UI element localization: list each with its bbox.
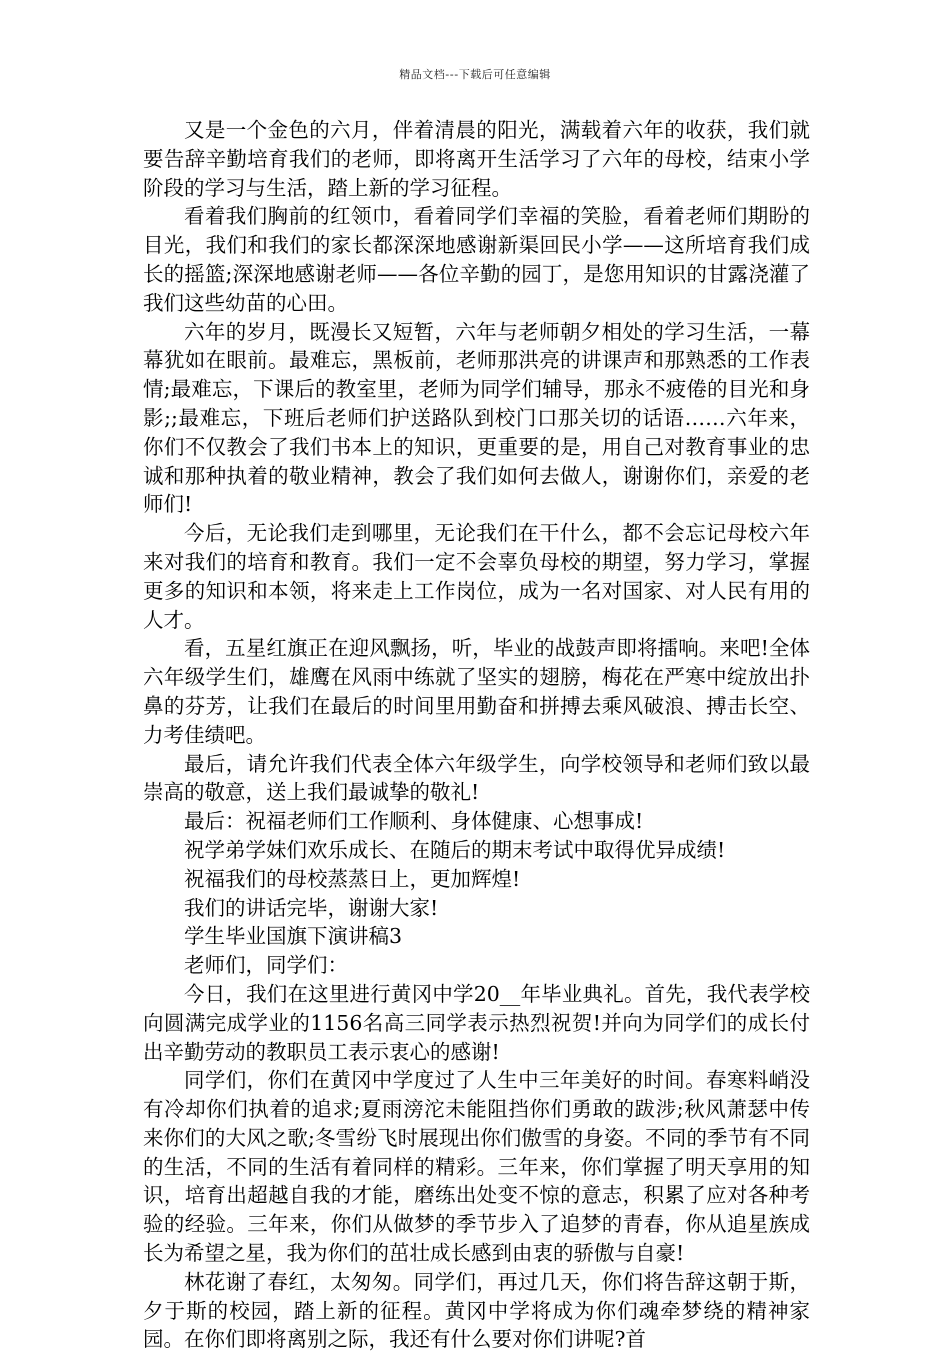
paragraph: 又是一个金色的六月，伴着清晨的阳光，满载着六年的收获，我们就要告辞辛勤培育我们的老师，即将离开生活学习了六年的母校，结束小学阶段的学习与生活，踏上新的学习征程。 <box>143 118 810 200</box>
paragraph: 祝学弟学妹们欢乐成长、在随后的期末考试中取得优异成绩! <box>184 837 726 862</box>
paragraph: 六年的岁月，既漫长又短暂，六年与老师朝夕相处的学习生活，一幕幕犹如在眼前。最难忘，黑板前，老师那洪亮的讲课声和那熟悉的工作表情;最难忘，下课后的教室里，老师为同学们辅导，那永不疲倦的目光和身影;;最难忘，下班后老师们护送路队到校门口那关切的话语……六年来，你们不仅教会了我们书本上的知识，更重要的是，用自己对教育事业的忠诚和那种执着的敬业精神，教会了我们如何去做人，谢谢你们，亲爱的老师们! <box>143 319 810 517</box>
salutation: 老师们，同学们： <box>184 953 348 978</box>
paragraph: 最后：祝福老师们工作顺利、身体健康、心想事成! <box>184 809 644 834</box>
paragraph: 今后，无论我们走到哪里，无论我们在干什么，都不会忘记母校六年来对我们的培育和教育。我们一定不会辜负母校的期望，努力学习，掌握更多的知识和本领，将来走上工作岗位，成为一名对国家、对人民有用的人才。 <box>143 521 810 632</box>
paragraph: 林花谢了春红，太匆匆。同学们，再过几天，你们将告辞这朝于斯，夕于斯的校园，踏上新的征程。黄冈中学将成为你们魂牵梦绕的精神家园。在你们即将离别之际，我还有什么要对你们讲呢?首 <box>143 1269 810 1352</box>
page-header: 精品文档---下载后可任意编辑 <box>399 68 551 81</box>
paragraph: 看，五星红旗正在迎风飘扬，听，毕业的战鼓声即将擂响。来吧!全体六年级学生们，雄鹰在风雨中练就了坚实的翅膀，梅花在严寒中绽放出扑鼻的芬芳，让我们在最后的时间里用勤奋和拼搏去乘风破浪、搏击长空、力考佳绩吧。 <box>143 636 810 747</box>
document-body <box>143 116 810 1354</box>
paragraph: 看着我们胸前的红领巾，看着同学们幸福的笑脸，看着老师们期盼的目光，我们和我们的家长都深深地感谢新渠回民小学——这所培育我们成长的摇篮;深深地感谢老师——各位辛勤的园丁，是您用知识的甘露浇灌了我们这些幼苗的心田。 <box>143 204 810 315</box>
paragraph: 祝福我们的母校蒸蒸日上，更加辉煌! <box>184 866 521 891</box>
paragraph: 最后，请允许我们代表全体六年级学生，向学校领导和老师们致以最崇高的敬意，送上我们最诚挚的敬礼! <box>143 751 810 805</box>
section-title: 学生毕业国旗下演讲稿3 <box>184 924 403 949</box>
paragraph: 同学们，你们在黄冈中学度过了人生中三年美好的时间。春寒料峭没有冷却你们执着的追求;夏雨滂沱未能阻挡你们勇敢的跋涉;秋风萧瑟中传来你们的大风之歌;冬雪纷飞时展现出你们傲雪的身姿。不同的季节有不同的生活，不同的生活有着同样的精彩。三年来，你们掌握了明天享用的知识，培育出超越自我的才能，磨练出处变不惊的意志，积累了应对各种考验的经验。三年来，你们从做梦的季节步入了追梦的青春，你从追星族成长为希望之星，我为你们的茁壮成长感到由衷的骄傲与自豪! <box>143 1068 810 1266</box>
paragraph: 我们的讲话完毕，谢谢大家! <box>184 895 439 920</box>
paragraph: 今日，我们在这里进行黄冈中学20__年毕业典礼。首先，我代表学校向圆满完成学业的1156名高三同学表示热烈祝贺!并向为同学们的成长付出辛勤劳动的教职员工表示衷心的感谢! <box>143 981 810 1064</box>
